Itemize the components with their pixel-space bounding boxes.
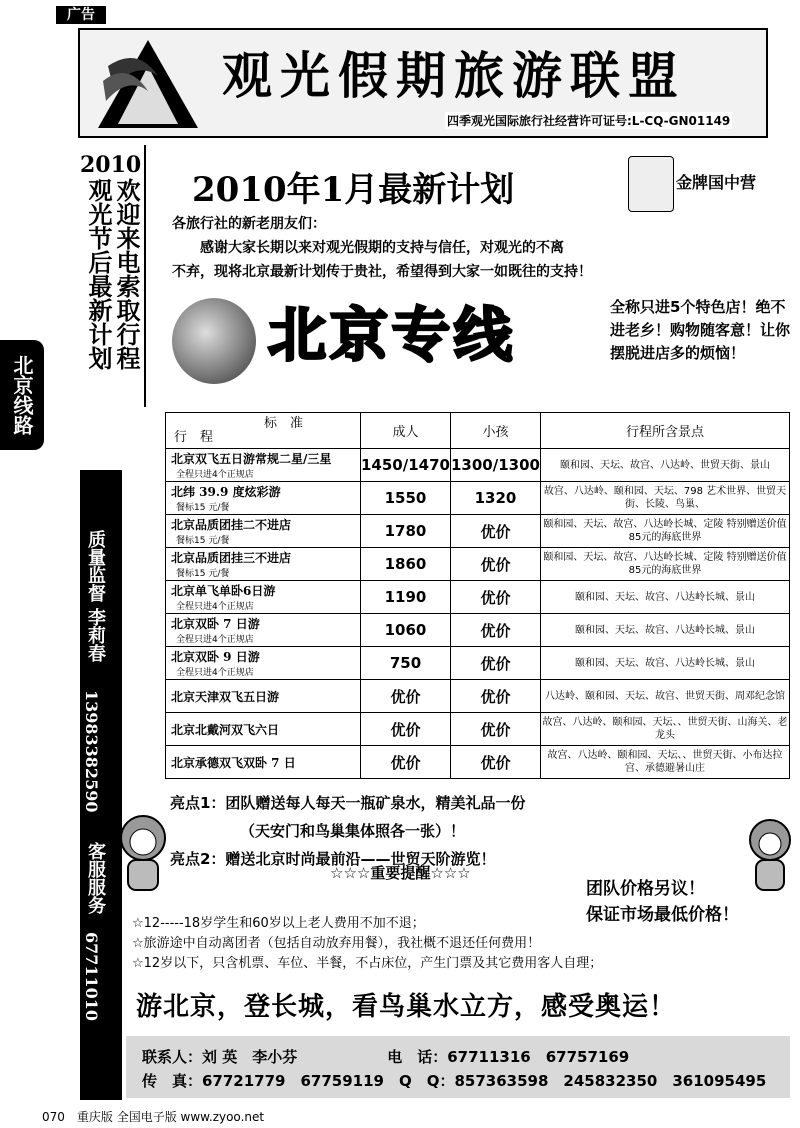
- route-name-cell: 北京天津双飞五日游: [166, 680, 361, 713]
- adult-price: 1550: [361, 482, 451, 515]
- mascot-left: [108, 808, 178, 898]
- child-price: 优价: [450, 680, 540, 713]
- child-price: 优价: [450, 614, 540, 647]
- reminder-3: ☆12岁以下，只含机票、车位、半餐，不占床位，产生门票及其它费用客人自理；: [132, 956, 603, 971]
- child-price: 优价: [450, 581, 540, 614]
- adult-price: 1780: [361, 515, 451, 548]
- dragon-image: [172, 298, 256, 384]
- table-header: [166, 413, 790, 449]
- table-row: [166, 548, 790, 581]
- reminder-1: ☆12-----18岁学生和60岁以上老人费用不加不退；: [132, 916, 425, 931]
- adult-price: 优价: [361, 680, 451, 713]
- brand-title: 观光假期旅游联盟: [222, 46, 686, 105]
- plan-title: 2010年1月最新计划: [192, 170, 515, 210]
- year-label: 2010: [80, 152, 142, 178]
- beijing-line-title: 北京专线: [268, 301, 517, 369]
- header-route-cell: [166, 413, 361, 449]
- header-route: 行 程: [174, 429, 214, 445]
- route-price-table: [165, 412, 790, 779]
- table-row: [166, 515, 790, 548]
- greeting: 各旅行社的新老朋友们：: [172, 216, 326, 232]
- child-price: 1320: [450, 482, 540, 515]
- quality-supervisor: 质量监督 李莉春: [85, 530, 106, 663]
- welcome-text-a: 欢迎来电索取行程: [112, 178, 141, 370]
- reminder-title: ☆☆☆重要提醒☆☆☆: [330, 864, 471, 882]
- sights-cell: 颐和园、天坛、故宫、八达岭、世贸天街、景山: [540, 449, 789, 482]
- child-price: 优价: [450, 746, 540, 779]
- child-price: 优价: [450, 548, 540, 581]
- sights-cell: 颐和园、天坛、故宫、八达岭长城、定陵 特别赠送价值85元的海底世界: [540, 548, 789, 581]
- supervisor-phone: 13983382590: [82, 690, 101, 813]
- table-row: [166, 614, 790, 647]
- ad-tag: 广告: [56, 6, 106, 24]
- table-row: [166, 746, 790, 779]
- intro-text: [172, 212, 662, 284]
- route-name-cell: 北京单飞单卧6日游 全程只进4个正规店: [166, 581, 361, 614]
- route-name-cell: 北京双卧 9 日游 全程只进4个正规店: [166, 647, 361, 680]
- child-price: 1300/1300: [450, 449, 540, 482]
- header-std: 标 准: [264, 415, 304, 431]
- price-slogan: [586, 876, 739, 928]
- sights-cell: 颐和园、天坛、故宫、八达岭长城、定陵 特别赠送价值85元的海底世界: [540, 515, 789, 548]
- brand-logo: [88, 36, 208, 132]
- table-row: [166, 647, 790, 680]
- beijing-line-desc: 全称只进5个特色店！绝不进老乡！购物随客意！让你摆脱进店多的烦恼！: [610, 298, 791, 362]
- route-name-cell: 北纬 39.9 度炫彩游 餐标15 元/餐: [166, 482, 361, 515]
- contact-line-2: 传 真：67721779 67759119 Q Q：857363598 245832350 361095495: [142, 1072, 767, 1090]
- adult-price: 750: [361, 647, 451, 680]
- sights-cell: 八达岭、颐和园、天坛、故宫、世贸天街、周邓纪念馆: [540, 680, 789, 713]
- highlight-2: 亮点2：赠送北京时尚最前沿——世贸天阶游览！: [170, 850, 496, 868]
- mascot-logo: [628, 156, 674, 212]
- adult-price: 1190: [361, 581, 451, 614]
- intro-line-2: 不弃，现将北京最新计划传于贵社，希望得到大家一如既往的支持！: [172, 264, 592, 280]
- header-sights: 行程所含景点: [540, 413, 789, 449]
- customer-service-label: 客服服务: [85, 842, 106, 914]
- gold-logo: 金牌国中营: [676, 173, 757, 192]
- adult-price: 优价: [361, 713, 451, 746]
- route-name-cell: 北京品质团挂二不进店 餐标15 元/餐: [166, 515, 361, 548]
- child-price: 优价: [450, 647, 540, 680]
- highlight-1: 亮点1：团队赠送每人每天一瓶矿泉水，精美礼品一份: [170, 794, 526, 812]
- license-number: 四季观光国际旅行社经营许可证号:L-CQ-GN01149: [447, 114, 731, 128]
- price-slogan-1: 团队价格另议！: [586, 879, 705, 899]
- sights-cell: 颐和园、天坛、故宫、八达岭长城、景山: [540, 581, 789, 614]
- child-price: 优价: [450, 515, 540, 548]
- header-adult: 成人: [361, 413, 451, 449]
- reminder-2: ☆旅游途中自动离团者（包括自动放弃用餐），我社概不退还任何费用！: [132, 936, 541, 951]
- child-price: 优价: [450, 713, 540, 746]
- table-row: [166, 449, 790, 482]
- adult-price: 优价: [361, 746, 451, 779]
- route-name-cell: 北京双飞五日游常规二星/三星 全程只进4个正规店: [166, 449, 361, 482]
- sights-cell: 故宫、八达岭、颐和园、天坛、、世贸天街、山海关、老龙头: [540, 713, 789, 746]
- route-name-cell: 北京品质团挂三不进店 餐标15 元/餐: [166, 548, 361, 581]
- price-slogan-2: 保证市场最低价格！: [586, 905, 739, 925]
- sights-cell: 故宫、八达岭、颐和园、天坛、798 艺术世界、世贸天街、长陵、鸟巢、: [540, 482, 789, 515]
- adult-price: 1060: [361, 614, 451, 647]
- mascot-right: [742, 812, 798, 902]
- table-row: [166, 482, 790, 515]
- highlight-1b: （天安门和鸟巢集体照各一张）！: [240, 822, 466, 840]
- route-name-cell: 北京北戴河双飞六日: [166, 713, 361, 746]
- sights-cell: 颐和园、天坛、故宫、八达岭长城、景山: [540, 614, 789, 647]
- customer-service-number: 67711010: [82, 932, 101, 1022]
- route-name-cell: 北京承德双飞双卧 7 日: [166, 746, 361, 779]
- adult-price: 1860: [361, 548, 451, 581]
- intro-line-1: 感谢大家长期以来对观光假期的支持与信任，对观光的不离: [172, 240, 564, 256]
- welcome-text-b: 观光节后最新计划: [84, 178, 113, 370]
- main-slogan: 游北京，登长城，看鸟巢水立方，感受奥运！: [136, 992, 677, 1022]
- table-row: [166, 713, 790, 746]
- header-child: 小孩: [450, 413, 540, 449]
- table-row: [166, 581, 790, 614]
- page-footer: 070 重庆版 全国电子版 www.zyoo.net: [42, 1110, 265, 1124]
- side-tab-beijing-routes[interactable]: 北京线路: [0, 340, 44, 450]
- adult-price: 1450/1470: [361, 449, 451, 482]
- sights-cell: 颐和园、天坛、故宫、八达岭长城、景山: [540, 647, 789, 680]
- sights-cell: 故宫、八达岭、颐和园、天坛、、世贸天街、小布达拉宫、承德避暑山庄: [540, 746, 789, 779]
- contact-line-1: 联系人：刘 英 李小芬 电 话：67711316 67757169: [142, 1048, 630, 1066]
- route-name-cell: 北京双卧 7 日游 全程只进4个正规店: [166, 614, 361, 647]
- table-row: [166, 680, 790, 713]
